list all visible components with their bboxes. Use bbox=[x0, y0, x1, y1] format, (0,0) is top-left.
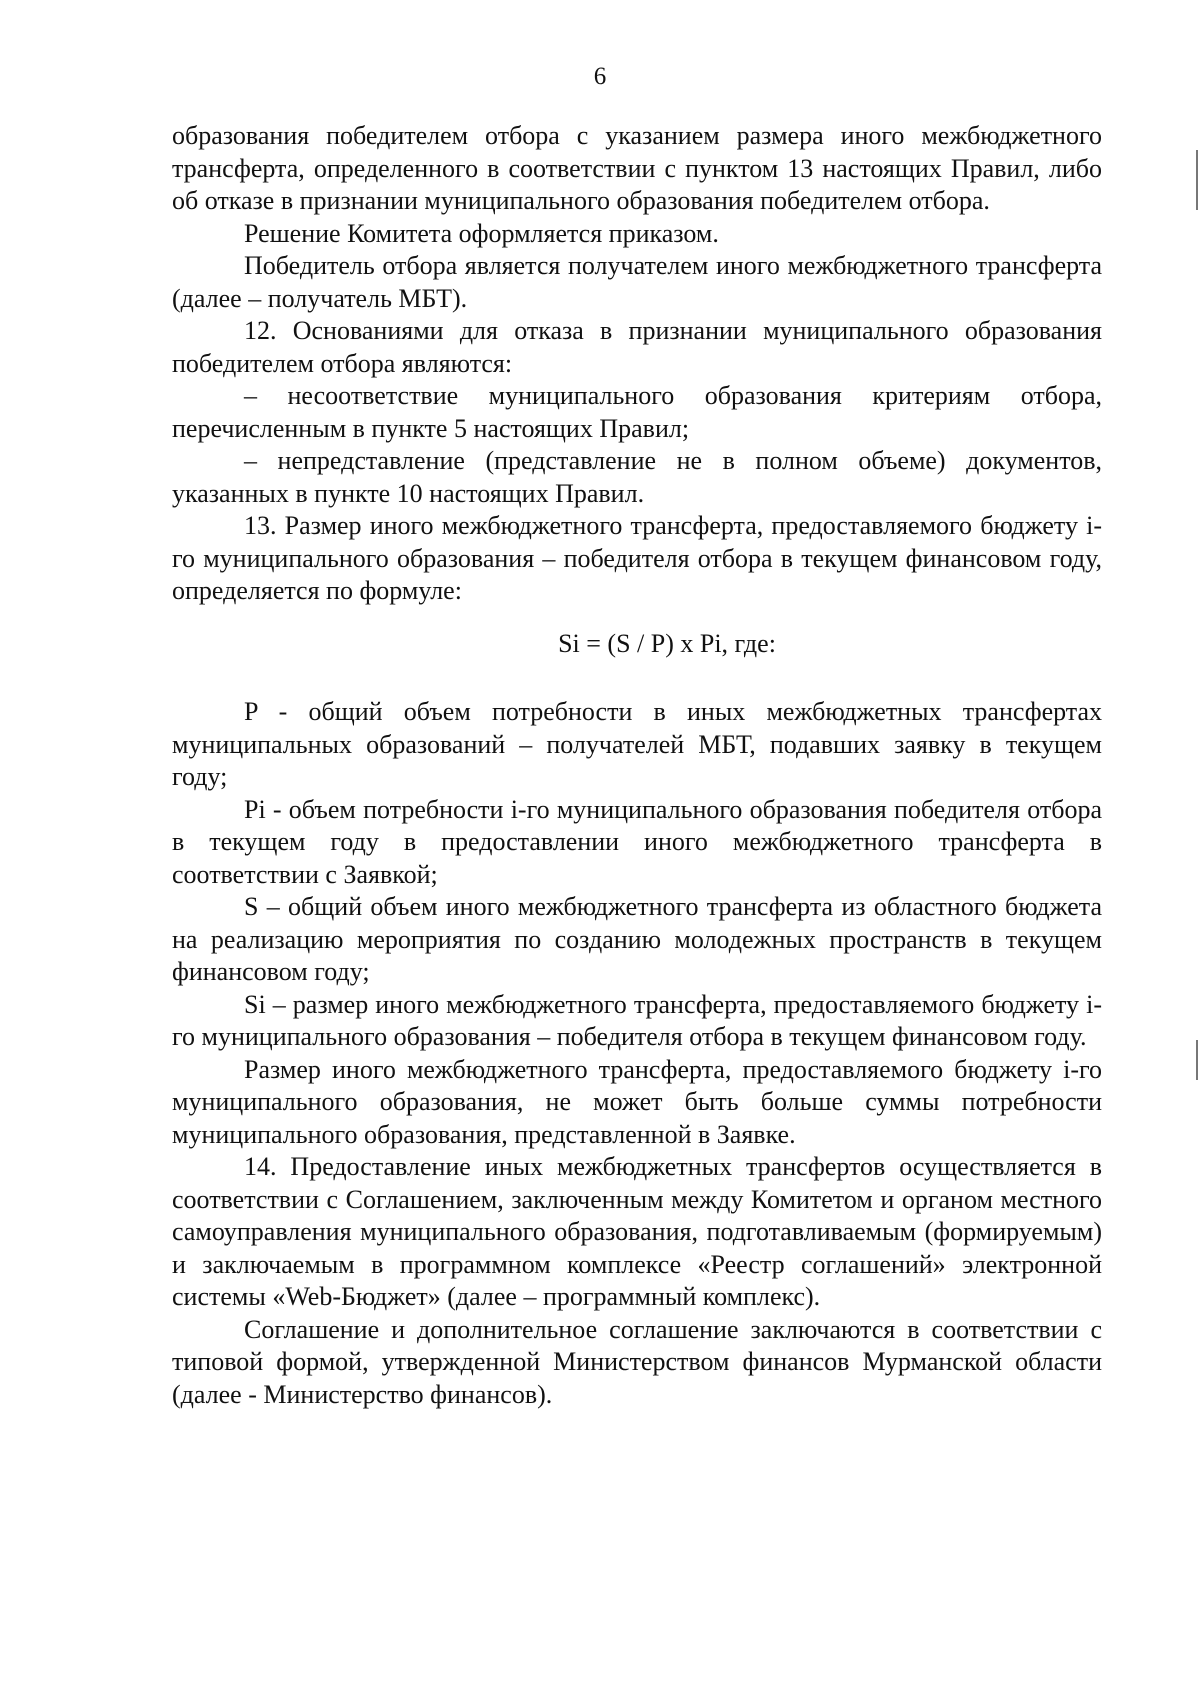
list-item-criteria: – несоответствие муниципального образования критериям отбора, перечисленным в пункте 5 настоящих Правил; bbox=[172, 381, 1102, 443]
formula: Si = (S / P) x Pi, где: bbox=[558, 628, 776, 658]
paragraph-item-12: 12. Основаниями для отказа в признании муниципального образования победителем отбора являются: bbox=[172, 316, 1102, 378]
definition-si: Si – размер иного межбюджетного трансферта, предоставляемого бюджету i-го муниципального образования – победителя отбора в текущем финансовом году. bbox=[172, 989, 1102, 1051]
definition-p: P - общий объем потребности в иных межбюджетных трансфертах муниципальных образований – получателей МБТ, подавших заявку в текущем году; bbox=[172, 697, 1102, 791]
paragraph-winner: Победитель отбора является получателем иного межбюджетного трансферта (далее – получатель МБТ). bbox=[172, 251, 1102, 313]
document-body bbox=[172, 120, 1102, 1411]
paragraph-decision: Решение Комитета оформляется приказом. bbox=[244, 218, 719, 248]
page-number: 6 bbox=[593, 63, 607, 90]
definition-s: S – общий объем иного межбюджетного трансферта из областного бюджета на реализацию мероприятия по созданию молодежных пространств в текущем финансовом году; bbox=[172, 892, 1102, 986]
scan-edge-mark bbox=[1196, 150, 1198, 210]
paragraph-limit: Размер иного межбюджетного трансферта, предоставляемого бюджету i-го муниципального образования, не может быть больше суммы потребности муниципального образования, представленной в Заявке. bbox=[172, 1054, 1102, 1149]
list-item-documents: – непредставление (представление не в полном объеме) документов, указанных в пункте 10 настоящих Правил. bbox=[172, 446, 1102, 508]
paragraph-continuation: образования победителем отбора с указанием размера иного межбюджетного трансферта, определенного в соответствии с пунктом 13 настоящих Правил, либо об отказе в признании муниципального образования победителем отбора. bbox=[172, 121, 1102, 215]
paragraph-item-13: 13. Размер иного межбюджетного трансферта, предоставляемого бюджету i-го муниципального образования – победителя отбора в текущем финансовом году, определяется по формуле: bbox=[172, 511, 1102, 605]
definition-pi: Pi - объем потребности i-го муниципального образования победителя отбора в текущем году в предоставлении иного межбюджетного трансферта в соответствии с Заявкой; bbox=[172, 794, 1102, 889]
paragraph-item-14: 14. Предоставление иных межбюджетных трансфертов осуществляется в соответствии с Соглашением, заключенным между Комитетом и органом местного самоуправления муниципального образования, подготавливаемым (формируемым) и заключаемым в программном комплексе «Реестр соглашений» электронной системы «Web-Бюджет» (далее – программный комплекс). bbox=[172, 1152, 1102, 1311]
paragraph-agreement: Соглашение и дополнительное соглашение заключаются в соответствии с типовой формой, утвержденной Министерством финансов Мурманской области (далее - Министерство финансов). bbox=[172, 1314, 1102, 1409]
scan-edge-mark bbox=[1196, 1040, 1198, 1080]
